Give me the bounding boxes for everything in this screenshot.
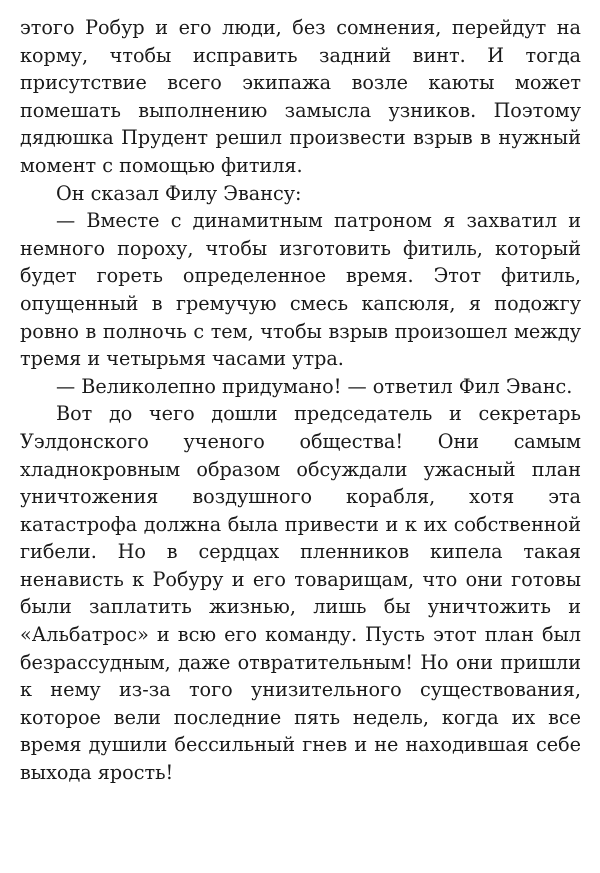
paragraph-said: Он сказал Филу Эвансу: xyxy=(56,181,302,205)
paragraph-dialogue-fuse: — Вместе с динамитным патроном я захватил и немного пороху, чтобы изготовить фитиль, который будет гореть определенное время. Этот фитиль, опущенный в гремучую смесь капсюля, я подожгу ровно в полночь с тем, чтобы взрыв произошел между тремя и четырьмя часами утра. xyxy=(20,209,581,371)
paragraph-narration: Вот до чего дошли председатель и секретарь Уэлдонского ученого общества! Они самым хладнокровным образом обсуждали ужасный план уничтожения воздушного корабля, хотя эта катастрофа должна была привести и к их собственной гибели. Но в сердцах пленников кипела такая ненависть к Робуру и его товарищам, что они готовы были заплатить жизнью, лишь бы уничтожить и «Альбатрос» и всю его команду. Пусть этот план был безрассудным, даже отвратительным! Но они пришли к нему из-за того унизительного существования, которое вели последние пять недель, когда их все время душили бессильный гнев и не находившая себе выхода ярость! xyxy=(20,402,581,785)
paragraph-continuation: этого Робур и его люди, без сомнения, перейдут на корму, чтобы исправить задний винт. И тогда присутствие всего экипажа возле каюты может помешать выполнению замысла узников. Поэтому дядюшка Прудент решил произвести взрыв в нужный момент с помощью фитиля. xyxy=(20,16,581,177)
paragraph-dialogue-reply: — Великолепно придумано! — ответил Фил Эванс. xyxy=(56,374,573,398)
